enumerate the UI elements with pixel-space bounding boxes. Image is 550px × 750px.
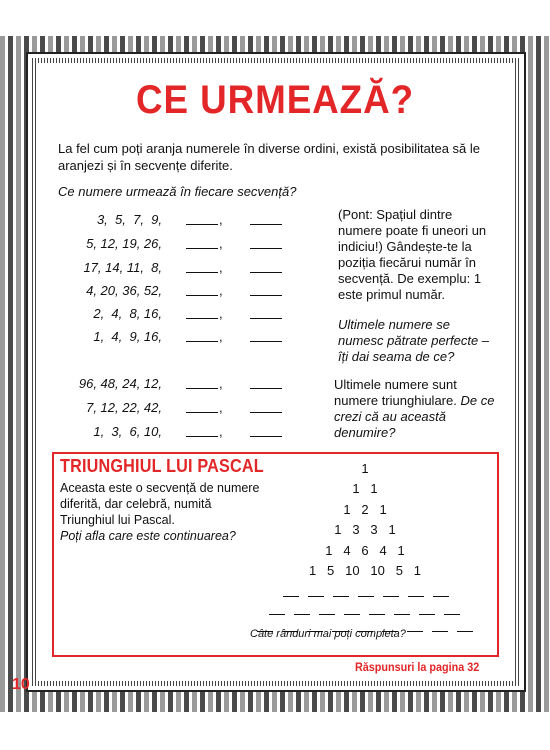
pascal-description xyxy=(60,480,260,544)
answer-blank[interactable] xyxy=(186,248,218,249)
sequence-numbers: 17, 14, 11, 8, xyxy=(83,260,162,275)
pascal-desc-text: Aceasta este o secvență de numere diferită, dar celebră, numită Triunghiul lui Pascal. xyxy=(60,481,260,527)
answer-blank[interactable] xyxy=(250,436,282,437)
answer-blank[interactable] xyxy=(250,272,282,273)
answer-blank[interactable] xyxy=(250,224,282,225)
sequence-numbers: 2, 4, 8, 16, xyxy=(93,306,162,321)
squares-note: Ultimele numere se numesc pătrate perfecte – îți dai seama de ce? xyxy=(338,317,490,364)
triangular-note-question: De ce crezi că au această denumire? xyxy=(334,393,495,440)
answer-blank[interactable] xyxy=(186,224,218,225)
pascal-row: 1 xyxy=(361,461,369,476)
answer-blank[interactable] xyxy=(250,248,282,249)
triangular-note-text: Ultimele numere sunt numere triunghiulare. xyxy=(334,377,457,408)
pascal-question: Câte rânduri mai poți completa? xyxy=(250,628,406,640)
answer-blank[interactable] xyxy=(250,388,282,389)
pascal-row: 1 3 3 1 xyxy=(334,522,396,537)
sequence-numbers: 3, 5, 7, 9, xyxy=(96,212,162,227)
pascal-row: 1 1 xyxy=(352,481,378,496)
answer-blank[interactable] xyxy=(186,272,218,273)
pascal-row: 1 2 1 xyxy=(343,502,387,517)
answer-blank[interactable] xyxy=(186,295,218,296)
answer-blank[interactable] xyxy=(250,318,282,319)
question-text: Ce numere urmează în fiecare secvență? xyxy=(58,184,297,199)
sequence-numbers: 7, 12, 22, 42, xyxy=(86,400,162,415)
answer-blank[interactable] xyxy=(186,341,218,342)
answer-blank[interactable] xyxy=(186,318,218,319)
answer-blank[interactable] xyxy=(186,388,218,389)
pascal-row: 1 5 10 10 5 1 xyxy=(308,563,422,578)
sequence-numbers: 1, 3, 6, 10, xyxy=(93,424,162,439)
answer-blank[interactable] xyxy=(250,295,282,296)
pascal-desc-question: Poți afla care este continuarea? xyxy=(60,529,236,543)
answer-blank[interactable] xyxy=(250,412,282,413)
triangular-note xyxy=(334,377,504,441)
sequence-numbers: 5, 12, 19, 26, xyxy=(86,236,162,251)
answer-blank[interactable] xyxy=(186,436,218,437)
answer-blank[interactable] xyxy=(186,412,218,413)
hint-text: (Pont: Spațiul dintre numere poate fi uneori un indiciu!) Gândește-te la poziția fiecărui număr în secvență. De exemplu: 1 este primul număr. xyxy=(338,207,487,302)
sequence-numbers: 1, 4, 9, 16, xyxy=(93,329,162,344)
page-number: 10 xyxy=(12,676,30,693)
answer-blank[interactable] xyxy=(250,341,282,342)
page-title: CE URMEAZĂ? xyxy=(136,78,414,122)
intro-text: La fel cum poți aranja numerele în diverse ordini, există posibilitatea să le aranjezi și în secvențe diferite. xyxy=(58,141,481,173)
pascal-title: TRIUNGHIUL LUI PASCAL xyxy=(60,456,264,476)
sequence-numbers: 4, 20, 36, 52, xyxy=(86,283,162,298)
hint-block xyxy=(338,207,498,365)
answers-link[interactable]: Răspunsuri la pagina 32 xyxy=(355,660,480,674)
sequence-numbers: 96, 48, 24, 12, xyxy=(78,376,162,391)
pascal-row: 1 4 6 4 1 xyxy=(325,543,405,558)
